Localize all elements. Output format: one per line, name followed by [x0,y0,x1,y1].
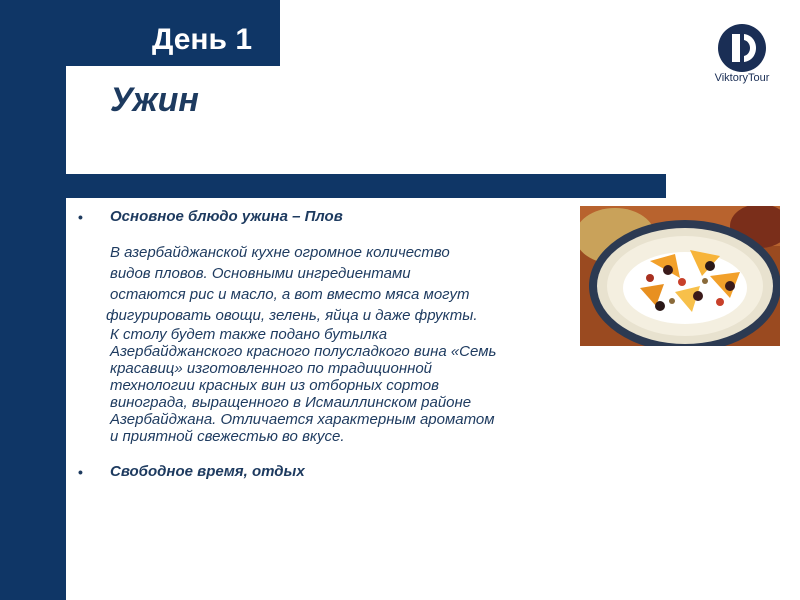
bullet-text: Свободное время, отдых [110,463,305,480]
bullet-dot-icon: • [78,464,83,480]
paragraph-line: В азербайджанской кухне огромное количество [110,244,450,261]
paragraph-line: видов пловов. Основными ингредиентами [110,265,411,282]
company-logo [700,22,784,92]
plov-dish-photo [580,206,780,346]
paragraph-line: Азербайджана. Отличается характерным ароматом [110,411,495,428]
paragraph-line: фигурировать овощи, зелень, яйца и даже фрукты. [106,307,478,324]
paragraph-line: винограда, выращенного в Исмаиллинском районе [110,394,472,411]
main-content [76,206,576,483]
paragraph-plov [76,242,576,326]
paragraph-wine [110,326,576,445]
logo-text: ViktoryTour [714,72,770,84]
paragraph-line: красавиц» изготовленного по традиционной [110,360,433,377]
bullet-text: Основное блюдо ужина – Плов [110,208,343,225]
paragraph-line: Азербайджанского красного полусладкого вина «Семь [110,343,497,360]
bullet-free-time [76,461,576,483]
left-sidebar-band [0,0,66,600]
logo-emblem-icon [716,22,768,74]
bullet-dot-icon: • [78,209,83,225]
paragraph-line: остаются рис и масло, а вот вместо мяса могут [110,286,470,303]
day-label: День 1 [152,23,253,56]
slide-title: Ужин [110,81,199,119]
title-underline-bar [0,174,666,198]
bullet-main-dish [76,206,576,228]
paragraph-line: К столу будет также подано бутылка [110,326,388,343]
paragraph-line: и приятной свежестью во вкусе. [110,428,345,445]
paragraph-line: технологии красных вин из отборных сортов [110,377,439,394]
